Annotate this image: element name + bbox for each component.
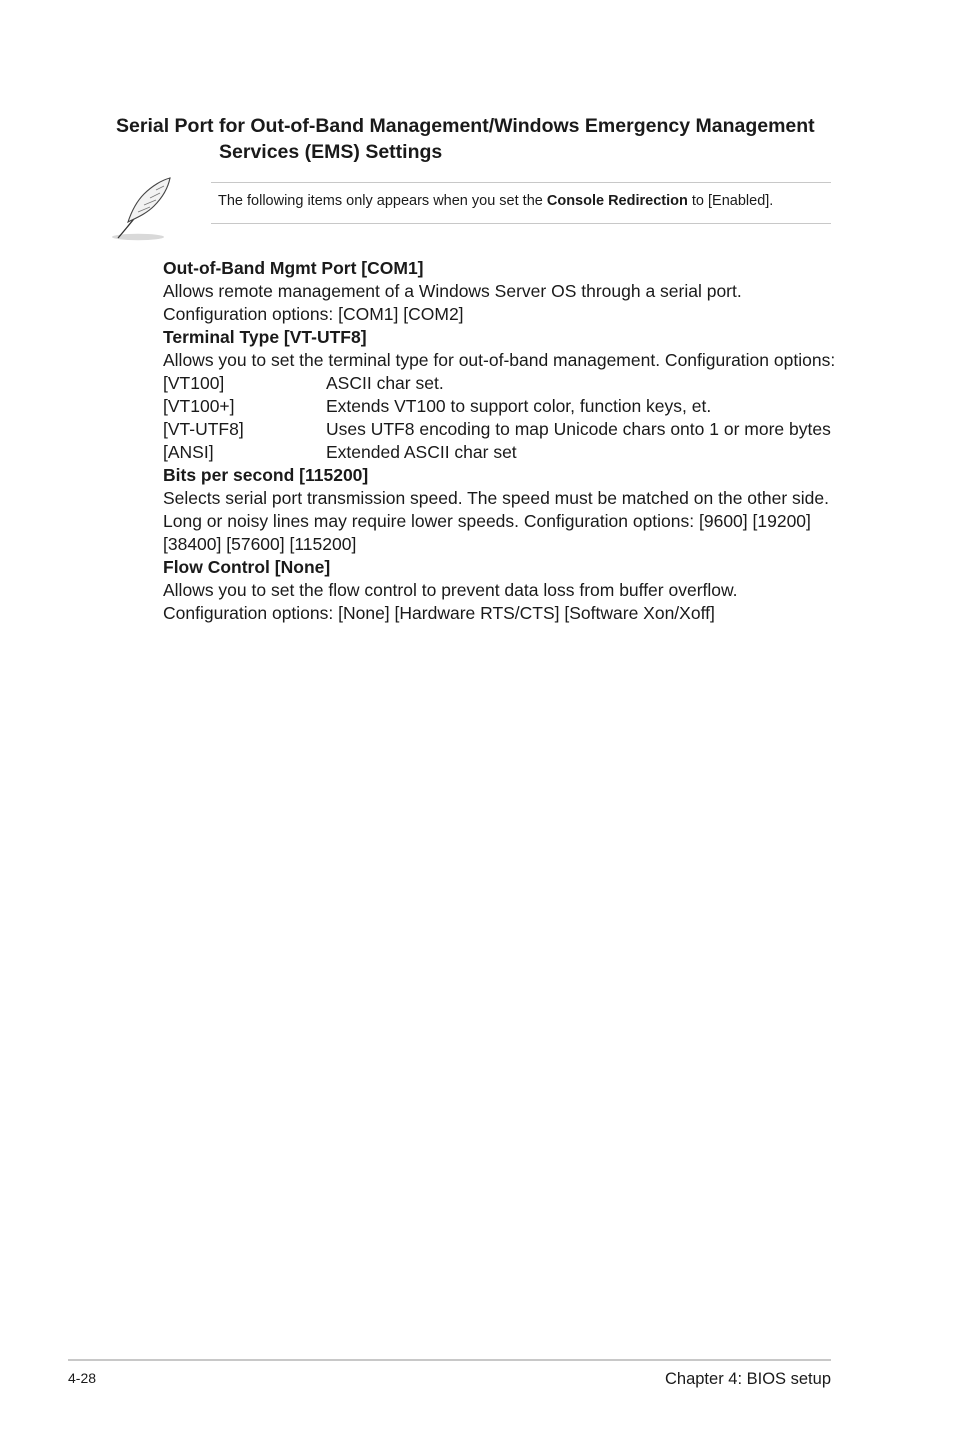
settings-content [163, 257, 843, 625]
option-row [163, 441, 843, 464]
section-heading [116, 113, 876, 165]
note-text [218, 192, 773, 210]
option-key: [ANSI] [163, 442, 214, 462]
item-desc: Long or noisy lines may require lower speeds. Configuration options: [9600] [19200] [163, 511, 811, 531]
option-key: [VT-UTF8] [163, 419, 244, 439]
item-desc: Configuration options: [COM1] [COM2] [163, 304, 464, 324]
option-row [163, 418, 843, 441]
item-desc: [38400] [57600] [115200] [163, 534, 357, 554]
page-number: 4-28 [68, 1370, 97, 1386]
option-desc: ASCII char set. [326, 373, 444, 393]
footer-divider [68, 1359, 831, 1361]
item-title-terminal-type: Terminal Type [VT-UTF8] [163, 327, 367, 347]
heading-line-1: Serial Port for Out-of-Band Management/Windows Emergency Management [116, 115, 815, 137]
option-desc: Uses UTF8 encoding to map Unicode chars onto 1 or more bytes [326, 419, 831, 439]
note-box [211, 182, 831, 224]
option-key: [VT100] [163, 373, 225, 393]
option-row [163, 372, 843, 395]
option-key: [VT100+] [163, 396, 235, 416]
item-desc: Selects serial port transmission speed. The speed must be matched on the other side. [163, 488, 830, 508]
item-desc: Configuration options: [None] [Hardware RTS/CTS] [Software Xon/Xoff] [163, 603, 715, 623]
item-desc: Allows you to set the terminal type for out-of-band management. Configuration options: [163, 350, 836, 370]
item-title-bits-per-second: Bits per second [115200] [163, 465, 369, 485]
chapter-title: Chapter 4: BIOS setup [664, 1370, 831, 1388]
option-desc: Extended ASCII char set [326, 442, 517, 462]
note-text-after: to [Enabled]. [687, 193, 774, 209]
item-title-oob-port: Out-of-Band Mgmt Port [COM1] [163, 258, 424, 278]
heading-line-2: Services (EMS) Settings [219, 141, 443, 163]
note-text-bold: Console Redirection [546, 193, 688, 209]
item-title-flow-control: Flow Control [None] [163, 557, 331, 577]
feather-pen-icon [112, 174, 172, 244]
option-desc: Extends VT100 to support color, function keys, et. [326, 396, 712, 416]
item-desc: Allows remote management of a Windows Server OS through a serial port. [163, 281, 742, 301]
option-row [163, 395, 843, 418]
item-desc: Allows you to set the flow control to prevent data loss from buffer overflow. [163, 580, 738, 600]
note-text-before: The following items only appears when you set the [218, 193, 547, 209]
